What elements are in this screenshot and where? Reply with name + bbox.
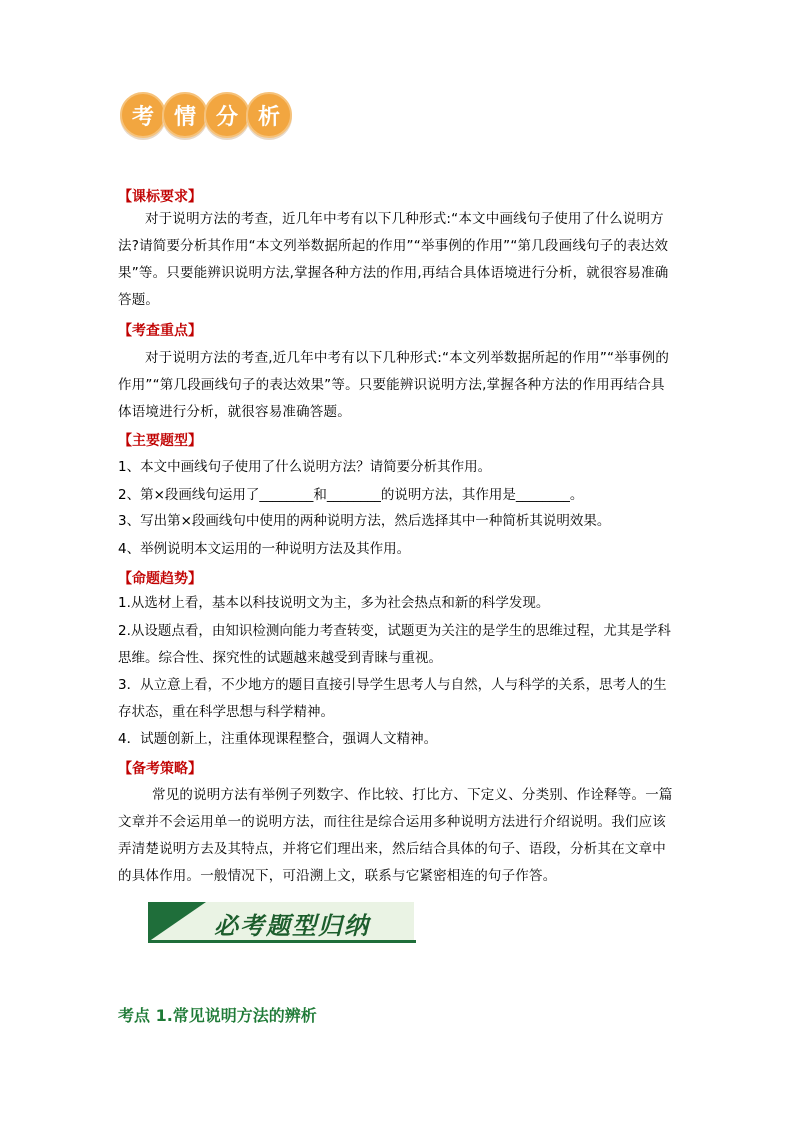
badge-char: 析: [246, 92, 292, 138]
badge-char: 情: [162, 92, 208, 138]
exam-analysis-badge: [120, 92, 292, 138]
section-body-celue: 常见的说明方法有举例子列数字、作比较、打比方、下定义、分类别、作诠释等。一篇文章并不会运用单一的说明方法，而往往是综合运用多种说明方法进行介绍说明。我们应该弄清楚说明方去及其特点，并将它们理出来，然后结合具体的句子、语段，分析其在文章中的具体作用。一般情况下，可沿溯上文，联系与它紧密相连的句子作答。: [118, 787, 673, 884]
trend-item: 2.从设题点看，由知识检测向能力考查转变，试题更为关注的是学生的思维过程，尤其是学科思维。综合性、探究性的试题越来越受到青睐与重视。: [118, 623, 671, 666]
badge-char: 考: [120, 92, 166, 138]
question-type-item: 3、写出第×段画线句中使用的两种说明方法，然后选择其中一种简析其说明效果。: [118, 513, 611, 529]
banner-corner-decoration: [148, 902, 206, 942]
trend-item: 4．试题创新上，注重体现课程整合，强调人文精神。: [118, 731, 438, 747]
section-body-kebiao: 对于说明方法的考查，近几年中考有以下几种形式:“本文中画线句子使用了什么说明方法?请简要分析其作用“本文列举数据所起的作用”“举事例的作用”“第几段画线句子的表达效果”等。只要能辨识说明方法,掌握各种方法的作用,再结合具体语境进行分析，就很容易准确答题。: [118, 211, 669, 308]
section-title-qushi: 【命题趋势】: [118, 571, 202, 587]
section-title-kebiao: 【课标要求】: [118, 189, 202, 205]
question-type-item: 1、本文中画线句子使用了什么说明方法？请简要分析其作用。: [118, 459, 492, 475]
section-title-celue: 【备考策略】: [118, 761, 202, 777]
section-title-kaocha: 【考查重点】: [118, 323, 202, 339]
trend-item: 1.从选材上看，基本以科技说明文为主，多为社会热点和新的科学发现。: [118, 595, 550, 611]
question-type-item: 4、举例说明本文运用的一种说明方法及其作用。: [118, 541, 411, 557]
trend-item: 3．从立意上看，不少地方的题目直接引导学生思考人与自然，人与科学的关系，思考人的生存状态，重在科学思想与科学精神。: [118, 677, 667, 720]
required-question-types-banner: [148, 902, 418, 946]
question-type-item: 2、第×段画线句运用了________和________的说明方法，其作用是________。: [118, 487, 584, 503]
section-title-tixing: 【主要题型】: [118, 433, 202, 449]
section-body-kaocha: 对于说明方法的考查,近几年中考有以下几种形式:“本文列举数据所起的作用”“举事例的作用”“第几段画线句子的表达效果”等。只要能辨识说明方法,掌握各种方法的作用再结合具体语境进行分析，就很容易准确答题。: [118, 350, 670, 420]
banner-title: 必考题型归纳: [214, 912, 370, 940]
exam-point-heading: 考点 1.常见说明方法的辨析: [118, 1006, 317, 1025]
badge-char: 分: [204, 92, 250, 138]
